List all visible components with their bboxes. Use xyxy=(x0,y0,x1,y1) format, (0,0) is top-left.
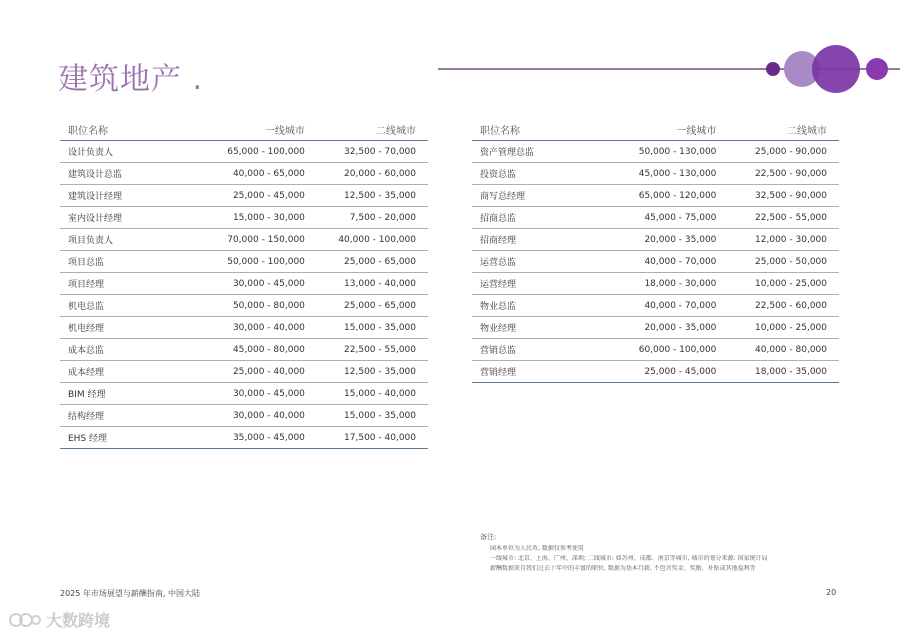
table-row xyxy=(472,361,839,383)
cell-position: 招商总监 xyxy=(472,207,606,229)
cell-position: 设计负责人 xyxy=(60,141,194,163)
cell-tier2-salary: 25,000 - 50,000 xyxy=(716,251,839,273)
table-row xyxy=(472,185,839,207)
column-header-tier2: 二线城市 xyxy=(305,118,428,141)
cell-position: 成本总监 xyxy=(60,339,194,361)
table-row xyxy=(472,273,839,295)
cell-position: 物业经理 xyxy=(472,317,606,339)
cell-tier2-salary: 20,000 - 60,000 xyxy=(305,163,428,185)
cell-tier2-salary: 12,500 - 35,000 xyxy=(305,361,428,383)
page-title: 建筑地产 . xyxy=(58,62,204,97)
watermark xyxy=(8,608,110,631)
watermark-text: 大数跨境 xyxy=(46,611,111,630)
cell-tier1-salary: 25,000 - 45,000 xyxy=(194,185,305,207)
cell-tier2-salary: 13,000 - 40,000 xyxy=(305,273,428,295)
cell-tier1-salary: 50,000 - 100,000 xyxy=(194,251,305,273)
column-header-position: 职位名称 xyxy=(60,118,194,141)
cell-position: 机电总监 xyxy=(60,295,194,317)
cell-tier1-salary: 20,000 - 35,000 xyxy=(606,317,717,339)
cell-position: 项目负责人 xyxy=(60,229,194,251)
cell-tier1-salary: 30,000 - 45,000 xyxy=(194,273,305,295)
table-row xyxy=(472,141,839,163)
page-number: 20 xyxy=(826,588,837,597)
table-row xyxy=(60,251,428,273)
table-row xyxy=(472,207,839,229)
cell-position: 项目总监 xyxy=(60,251,194,273)
cell-tier1-salary: 65,000 - 100,000 xyxy=(194,141,305,163)
table-header-row xyxy=(472,118,839,141)
cell-tier2-salary: 25,000 - 65,000 xyxy=(305,295,428,317)
cell-position: 建筑设计总监 xyxy=(60,163,194,185)
cell-tier2-salary: 10,000 - 25,000 xyxy=(716,317,839,339)
cell-tier1-salary: 45,000 - 80,000 xyxy=(194,339,305,361)
table-row xyxy=(60,229,428,251)
salary-table-left xyxy=(60,118,428,449)
cell-position: 运营总监 xyxy=(472,251,606,273)
column-header-position: 职位名称 xyxy=(472,118,606,141)
table-row xyxy=(472,339,839,361)
cell-position: BIM 经理 xyxy=(60,383,194,405)
cell-position: 招商经理 xyxy=(472,229,606,251)
note-item: • 园本单位为人民币, 数据仅参考使用 xyxy=(490,545,840,553)
cell-position: 商写总经理 xyxy=(472,185,606,207)
table-row xyxy=(60,185,428,207)
table-row xyxy=(60,163,428,185)
table-row xyxy=(472,229,839,251)
table-row xyxy=(472,163,839,185)
table-row xyxy=(60,207,428,229)
cell-tier1-salary: 40,000 - 65,000 xyxy=(194,163,305,185)
table-row xyxy=(60,383,428,405)
cell-tier2-salary: 18,000 - 35,000 xyxy=(716,361,839,383)
table-row xyxy=(60,405,428,427)
table-row xyxy=(472,295,839,317)
cell-tier1-salary: 30,000 - 40,000 xyxy=(194,317,305,339)
cell-tier1-salary: 65,000 - 120,000 xyxy=(606,185,717,207)
cell-tier2-salary: 22,500 - 90,000 xyxy=(716,163,839,185)
cell-position: 营销经理 xyxy=(472,361,606,383)
cell-position: 机电经理 xyxy=(60,317,194,339)
cell-tier1-salary: 45,000 - 130,000 xyxy=(606,163,717,185)
cell-tier2-salary: 15,000 - 35,000 xyxy=(305,317,428,339)
cell-tier2-salary: 7,500 - 20,000 xyxy=(305,207,428,229)
cell-tier2-salary: 32,500 - 70,000 xyxy=(305,141,428,163)
salary-table-right xyxy=(472,118,839,383)
cell-position: 结构经理 xyxy=(60,405,194,427)
cell-tier1-salary: 45,000 - 75,000 xyxy=(606,207,717,229)
column-header-tier1: 一线城市 xyxy=(194,118,305,141)
notes-title: 备注: xyxy=(480,533,497,541)
cell-tier1-salary: 25,000 - 40,000 xyxy=(194,361,305,383)
cell-tier2-salary: 22,500 - 55,000 xyxy=(305,339,428,361)
cell-tier1-salary: 15,000 - 30,000 xyxy=(194,207,305,229)
cell-position: 建筑设计经理 xyxy=(60,185,194,207)
cell-tier1-salary: 30,000 - 45,000 xyxy=(194,383,305,405)
cell-tier2-salary: 40,000 - 80,000 xyxy=(716,339,839,361)
cell-position: EHS 经理 xyxy=(60,427,194,449)
cell-tier2-salary: 22,500 - 60,000 xyxy=(716,295,839,317)
cell-tier2-salary: 32,500 - 90,000 xyxy=(716,185,839,207)
watermark-logo-icon xyxy=(8,609,42,631)
notes-section xyxy=(480,532,840,575)
cell-tier2-salary: 15,000 - 40,000 xyxy=(305,383,428,405)
cell-position: 营销总监 xyxy=(472,339,606,361)
table-row xyxy=(60,273,428,295)
cell-tier2-salary: 17,500 - 40,000 xyxy=(305,427,428,449)
cell-tier1-salary: 25,000 - 45,000 xyxy=(606,361,717,383)
cell-tier2-salary: 15,000 - 35,000 xyxy=(305,405,428,427)
table-row xyxy=(472,251,839,273)
cell-tier1-salary: 70,000 - 150,000 xyxy=(194,229,305,251)
cell-tier1-salary: 50,000 - 130,000 xyxy=(606,141,717,163)
cell-tier2-salary: 25,000 - 90,000 xyxy=(716,141,839,163)
table-row xyxy=(60,427,428,449)
cell-position: 投资总监 xyxy=(472,163,606,185)
cell-tier1-salary: 50,000 - 80,000 xyxy=(194,295,305,317)
cell-position: 资产管理总监 xyxy=(472,141,606,163)
note-item: • 一线城市: 北京、上海、广州、深圳; 二线城市: 如苏州、成都、南京等城市, 城市的划分来源: 国家统计局 xyxy=(490,555,840,563)
cell-tier1-salary: 20,000 - 35,000 xyxy=(606,229,717,251)
table-row xyxy=(60,339,428,361)
cell-tier1-salary: 35,000 - 45,000 xyxy=(194,427,305,449)
notes-list xyxy=(480,545,840,573)
decorative-circles-icon xyxy=(430,40,900,100)
cell-tier2-salary: 12,000 - 30,000 xyxy=(716,229,839,251)
cell-tier1-salary: 40,000 - 70,000 xyxy=(606,295,717,317)
table-row xyxy=(60,317,428,339)
table-header-row xyxy=(60,118,428,141)
footer-report-title: 2025 年市场展望与薪酬指南, 中国大陆 xyxy=(60,589,200,598)
table-row xyxy=(60,361,428,383)
column-header-tier1: 一线城市 xyxy=(606,118,717,141)
cell-tier2-salary: 40,000 - 100,000 xyxy=(305,229,428,251)
cell-position: 室内设计经理 xyxy=(60,207,194,229)
table-row xyxy=(60,295,428,317)
cell-tier1-salary: 40,000 - 70,000 xyxy=(606,251,717,273)
cell-tier2-salary: 25,000 - 65,000 xyxy=(305,251,428,273)
cell-tier2-salary: 12,500 - 35,000 xyxy=(305,185,428,207)
cell-tier2-salary: 10,000 - 25,000 xyxy=(716,273,839,295)
cell-position: 项目经理 xyxy=(60,273,194,295)
cell-tier2-salary: 22,500 - 55,000 xyxy=(716,207,839,229)
cell-tier1-salary: 30,000 - 40,000 xyxy=(194,405,305,427)
cell-position: 物业总监 xyxy=(472,295,606,317)
cell-tier1-salary: 18,000 - 30,000 xyxy=(606,273,717,295)
table-row xyxy=(472,317,839,339)
cell-position: 成本经理 xyxy=(60,361,194,383)
note-item: • 薪酬数据来自我们过去十年中的丰富的职位, 数据为基本月薪, 不包含奖金、奖励、补贴或其他福利等 xyxy=(490,565,840,573)
column-header-tier2: 二线城市 xyxy=(716,118,839,141)
cell-tier1-salary: 60,000 - 100,000 xyxy=(606,339,717,361)
cell-position: 运营经理 xyxy=(472,273,606,295)
table-row xyxy=(60,141,428,163)
